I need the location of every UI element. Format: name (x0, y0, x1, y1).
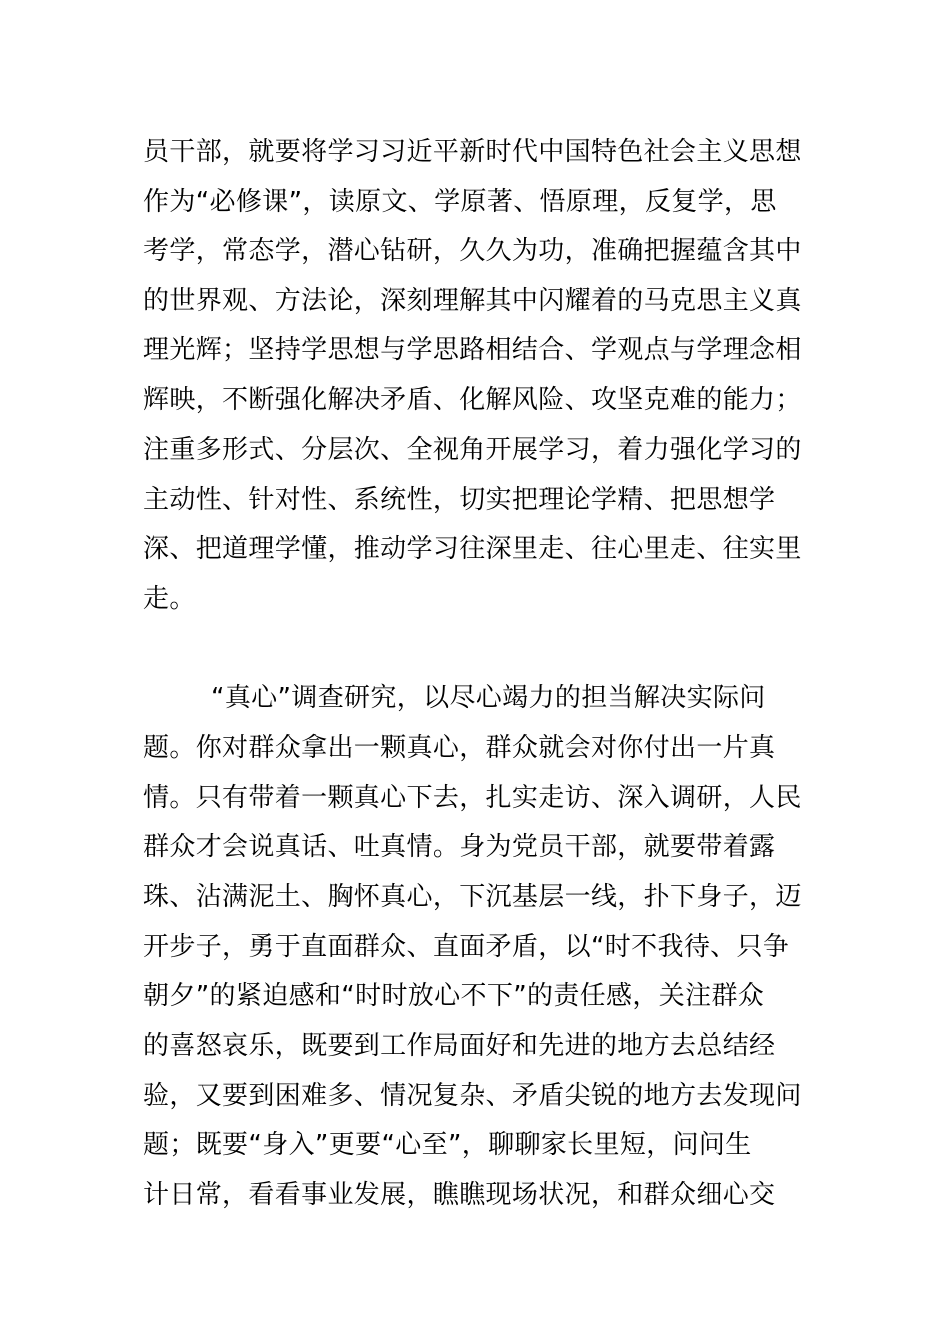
text-line: 辉映，不断强化解决矛盾、化解风险、攻坚克难的能力； (143, 385, 802, 415)
text-line: “真心”调查研究，以尽心竭力的担当解决实际问 (211, 683, 766, 713)
text-line: 走。 (143, 584, 196, 614)
text-line: 验，又要到困难多、情况复杂、矛盾尖锐的地方去发现问 (143, 1081, 802, 1111)
text-line: 的世界观、方法论，深刻理解其中闪耀着的马克思主义真 (143, 286, 802, 316)
text-line: 情。只有带着一颗真心下去，扎实走访、深入调研，人民 (143, 783, 802, 813)
text-line: 注重多形式、分层次、全视角开展学习，着力强化学习的 (143, 435, 802, 465)
text-line: 开步子，勇于直面群众、直面矛盾，以“时不我待、只争 (143, 932, 790, 962)
text-line: 群众才会说真话、吐真情。身为党员干部，就要带着露 (143, 832, 776, 862)
text-line: 题；既要“身入”更要“心至”，聊聊家长里短，问问生 (143, 1130, 752, 1160)
text-line: 朝夕”的紧迫感和“时时放心不下”的责任感，关注群众 (143, 981, 765, 1011)
text-line: 主动性、针对性、系统性，切实把理论学精、把思想学 (143, 485, 776, 515)
text-line: 作为“必修课”，读原文、学原著、悟原理，反复学，思 (143, 187, 777, 217)
text-line: 深、把道理学懂，推动学习往深里走、往心里走、往实里 (143, 534, 802, 564)
text-line: 理光辉；坚持学思想与学思路相结合、学观点与学理念相 (143, 335, 802, 365)
text-line: 珠、沾满泥土、胸怀真心，下沉基层一线，扑下身子，迈 (143, 882, 802, 912)
text-line: 计日常，看看事业发展，瞧瞧现场状况，和群众细心交 (143, 1180, 776, 1210)
text-line: 的喜怒哀乐，既要到工作局面好和先进的地方去总结经 (143, 1031, 776, 1061)
text-line: 员干部，就要将学习习近平新时代中国特色社会主义思想 (143, 137, 802, 167)
text-line: 考学，常态学，潜心钻研，久久为功，准确把握蕴含其中 (143, 236, 802, 266)
text-line: 题。你对群众拿出一颗真心，群众就会对你付出一片真 (143, 733, 776, 763)
